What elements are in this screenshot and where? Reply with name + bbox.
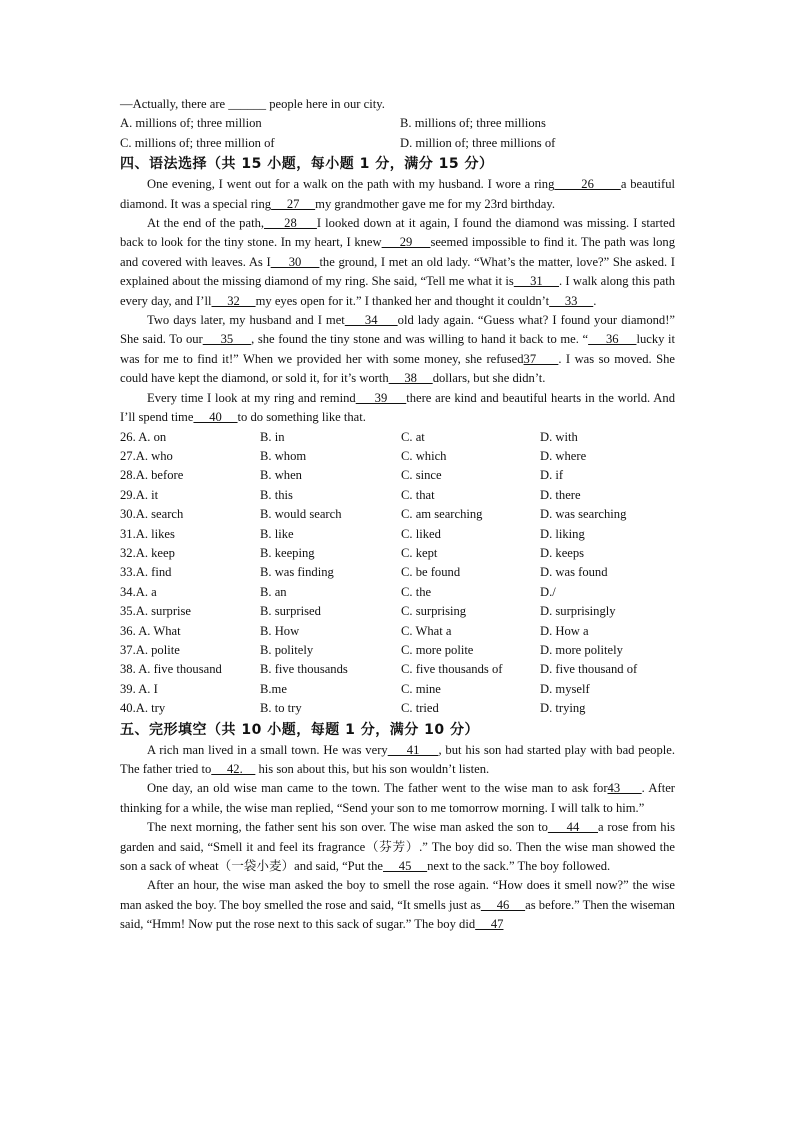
- choice-row: [120, 699, 675, 718]
- blank-38: 38: [388, 371, 433, 386]
- choice-a: 29.A. it: [120, 487, 159, 502]
- choice-b: B. an: [260, 584, 287, 599]
- passage-text: . I walk along this path every day, and I’ll: [120, 274, 675, 308]
- option-b: B. millions of; three millions: [400, 116, 546, 131]
- choice-a: 32.A. keep: [120, 545, 175, 560]
- choice-d: D. keeps: [540, 545, 585, 560]
- passage-paragraph: [120, 818, 675, 876]
- choice-a: 38. A. five thousand: [120, 662, 222, 677]
- choice-c: C. mine: [401, 681, 441, 696]
- choice-b: B. in: [260, 429, 285, 444]
- blank-33: 33: [549, 293, 594, 308]
- choice-row: [120, 486, 675, 505]
- blank-35: 35: [202, 332, 252, 347]
- passage-text: I looked down at it again, I found the diamond was missing. I started back to look for the tiny stone. In my heart, I knew: [120, 216, 675, 250]
- blank-42: 42.: [211, 762, 256, 776]
- choice-row: [120, 466, 675, 485]
- choice-a: 33.A. find: [120, 565, 172, 580]
- passage-text: One evening, I went out for a walk on the path with my husband. I wore a ring: [147, 177, 555, 192]
- blank-40: 40: [193, 410, 238, 425]
- blank-34: 34: [344, 313, 398, 328]
- passage-text: seemed impossible to find it. The path was long and covered with leaves. As I: [120, 235, 676, 269]
- passage-text: there are kind and beautiful hearts in the world. And I’ll spend time: [120, 390, 675, 425]
- passage-text: , she found the tiny stone and was willing to hand it back to me. “: [251, 332, 589, 347]
- choice-c: C. which: [401, 448, 447, 463]
- choice-d: D./: [540, 584, 556, 599]
- passage-text: the ground, I met an old lady. “What’s the matter, love?” She asked. I explained about the missing diamond of my ring. She said, “Tell me what it is: [120, 254, 675, 289]
- passage-text: a beautiful diamond. It was a special ring: [120, 177, 676, 211]
- passage-text: dollars, but she didn’t.: [432, 371, 546, 386]
- blank-44: 44: [547, 820, 598, 835]
- choice-d: D. where: [540, 448, 587, 463]
- blank-39: 39: [355, 390, 407, 405]
- choice-b: B. this: [260, 487, 293, 502]
- choice-a: 30.A. search: [120, 507, 184, 522]
- blank-46: 46: [480, 897, 526, 912]
- choice-row: [120, 525, 675, 544]
- choice-d: D. surprisingly: [540, 604, 616, 619]
- choice-row: [120, 505, 675, 524]
- blank-43: 43: [607, 781, 642, 796]
- blank-29: 29: [381, 235, 431, 250]
- choice-b: B. surprised: [260, 604, 321, 619]
- choice-d: D. liking: [540, 526, 585, 541]
- choice-row: [120, 622, 675, 641]
- choice-d: D. with: [540, 429, 578, 444]
- choice-c: C. since: [401, 468, 442, 483]
- choice-a: 27.A. who: [120, 448, 173, 463]
- passage-paragraph: [120, 214, 675, 311]
- choice-b: B. would search: [260, 507, 342, 522]
- choice-c: C. that: [401, 487, 435, 502]
- passage-text: , but his son had started play with bad people. The father tried to: [120, 742, 675, 776]
- choice-b: B. keeping: [260, 545, 315, 560]
- choice-a: 28.A. before: [120, 468, 184, 483]
- choice-d: D. five thousand of: [540, 662, 638, 677]
- passage-text: a rose from his garden and said, “Smell it and feel its fragrance（芬芳）.” The boy did so. Then the wise man showed the son a sack of wheat（一袋小麦）and said, “Put the: [120, 820, 676, 874]
- choice-c: C. What a: [401, 623, 452, 638]
- passage-text: At the end of the path,: [147, 216, 265, 231]
- choice-b: B. like: [260, 526, 294, 541]
- choices-table: [120, 428, 675, 719]
- choice-b: B. politely: [260, 642, 314, 657]
- choice-a: 35.A. surprise: [120, 604, 192, 619]
- passage-paragraph: [120, 175, 675, 214]
- option-row: [120, 114, 675, 133]
- passage-text: my eyes open for it.” I thanked her and thought it couldn’t: [255, 293, 550, 308]
- passage-paragraph: [120, 876, 675, 934]
- choice-d: D. more politely: [540, 642, 623, 657]
- choice-row: [120, 680, 675, 699]
- passage-text: to do something like that.: [237, 410, 366, 425]
- choice-b: B. when: [260, 468, 302, 483]
- passage-text: lucky it was for me to find it!” When we provided her with some money, she refused: [120, 332, 676, 366]
- choice-row: [120, 641, 675, 660]
- passage-paragraph: [120, 389, 675, 428]
- choice-a: 26. A. on: [120, 429, 167, 444]
- choice-row: [120, 428, 675, 447]
- choice-c: C. am searching: [401, 507, 483, 522]
- passage-text: .: [593, 293, 597, 308]
- choice-c: C. surprising: [401, 604, 467, 619]
- choice-a: 31.A. likes: [120, 526, 175, 541]
- choice-b: B. How: [260, 623, 300, 638]
- blank-45: 45: [383, 859, 428, 874]
- choice-c: C. the: [401, 584, 432, 599]
- passage-paragraph: [120, 741, 675, 780]
- choice-row: [120, 660, 675, 679]
- choice-a: 36. A. What: [120, 623, 181, 638]
- choice-c: C. be found: [401, 565, 461, 580]
- blank-37: 37: [523, 351, 559, 366]
- section-heading-cloze: 五、完形填空（共 10 小题，每题 1 分，满分 10 分）: [120, 721, 479, 738]
- passage-paragraph: [120, 311, 675, 389]
- passage-paragraph: [120, 779, 675, 818]
- blank-47: 47: [475, 917, 504, 932]
- passage-text: as before.” Then the wiseman said, “Hmm! Now put the rose next to this sack of sugar.” The boy did: [120, 897, 675, 932]
- choice-c: C. kept: [401, 545, 438, 560]
- passage-text: Every time I look at my ring and remind: [147, 390, 356, 405]
- blank-28: 28: [264, 216, 317, 231]
- option-row: [120, 134, 675, 153]
- choice-row: [120, 602, 675, 621]
- choice-c: C. more polite: [401, 642, 474, 657]
- choice-a: 34.A. a: [120, 584, 157, 599]
- choice-d: D. was found: [540, 565, 608, 580]
- passage-text: A rich man lived in a small town. He was very: [147, 742, 388, 757]
- blank-32: 32: [211, 293, 256, 308]
- blank-26: 26: [554, 177, 621, 192]
- question-stem: —Actually, there are ______ people here in our city.: [120, 97, 385, 111]
- choice-c: C. five thousands of: [401, 662, 503, 677]
- choice-row: [120, 447, 675, 466]
- passage-text: old lady again. “Guess what? I found your diamond!” She said. To our: [120, 313, 676, 347]
- choice-a: 39. A. I: [120, 681, 158, 696]
- passage-text: . I was so moved. She could have kept the diamond, or sold it, for it’s worth: [120, 351, 675, 386]
- blank-41: 41: [387, 742, 439, 757]
- passage-text: One day, an old wise man came to the town. The father went to the wise man to ask for: [147, 781, 608, 796]
- blank-36: 36: [588, 332, 637, 347]
- passage-text: Two days later, my husband and I met: [147, 313, 345, 328]
- blank-31: 31: [513, 274, 560, 289]
- option-a: A. millions of; three million: [120, 116, 262, 131]
- choice-d: D. if: [540, 468, 564, 483]
- choice-b: B. to try: [260, 701, 302, 716]
- exam-page: [120, 95, 675, 935]
- choice-c: C. tried: [401, 701, 439, 716]
- choice-b: B. five thousands: [260, 662, 348, 677]
- option-d: D. million of; three millions of: [400, 135, 556, 150]
- choice-d: D. there: [540, 487, 581, 502]
- choice-b: B. was finding: [260, 565, 334, 580]
- passage-text: my grandmother gave me for my 23rd birthday.: [315, 196, 555, 211]
- choice-c: C. at: [401, 429, 425, 444]
- choice-b: B.me: [260, 681, 287, 696]
- choice-b: B. whom: [260, 448, 307, 463]
- choice-row: [120, 583, 675, 602]
- choice-row: [120, 563, 675, 582]
- passage-text: The next morning, the father sent his son over. The wise man asked the son to: [147, 820, 548, 835]
- blank-27: 27: [271, 196, 316, 211]
- option-c: C. millions of; three million of: [120, 135, 275, 150]
- passage-text: his son about this, but his son wouldn’t listen.: [255, 762, 490, 776]
- choice-d: D. How a: [540, 623, 589, 638]
- choice-a: 37.A. polite: [120, 642, 180, 657]
- passage-text: . After thinking for a while, the wise man replied, “Send your son to me tomorrow morning. I will talk to him.”: [120, 781, 675, 815]
- choice-a: 40.A. try: [120, 701, 166, 716]
- choice-d: D. was searching: [540, 507, 627, 522]
- blank-30: 30: [270, 254, 320, 269]
- choice-c: C. liked: [401, 526, 441, 541]
- choice-d: D. trying: [540, 701, 586, 716]
- passage-text: After an hour, the wise man asked the boy to smell the rose again. “How does it smell now?” the wise man asked the boy. The boy smelled the rose and said, “It smells just as: [120, 878, 675, 912]
- passage-text: next to the sack.” The boy followed.: [427, 859, 611, 874]
- choice-d: D. myself: [540, 681, 590, 696]
- section-heading-grammar: 四、语法选择（共 15 小题，每小题 1 分，满分 15 分）: [120, 156, 494, 173]
- choice-row: [120, 544, 675, 563]
